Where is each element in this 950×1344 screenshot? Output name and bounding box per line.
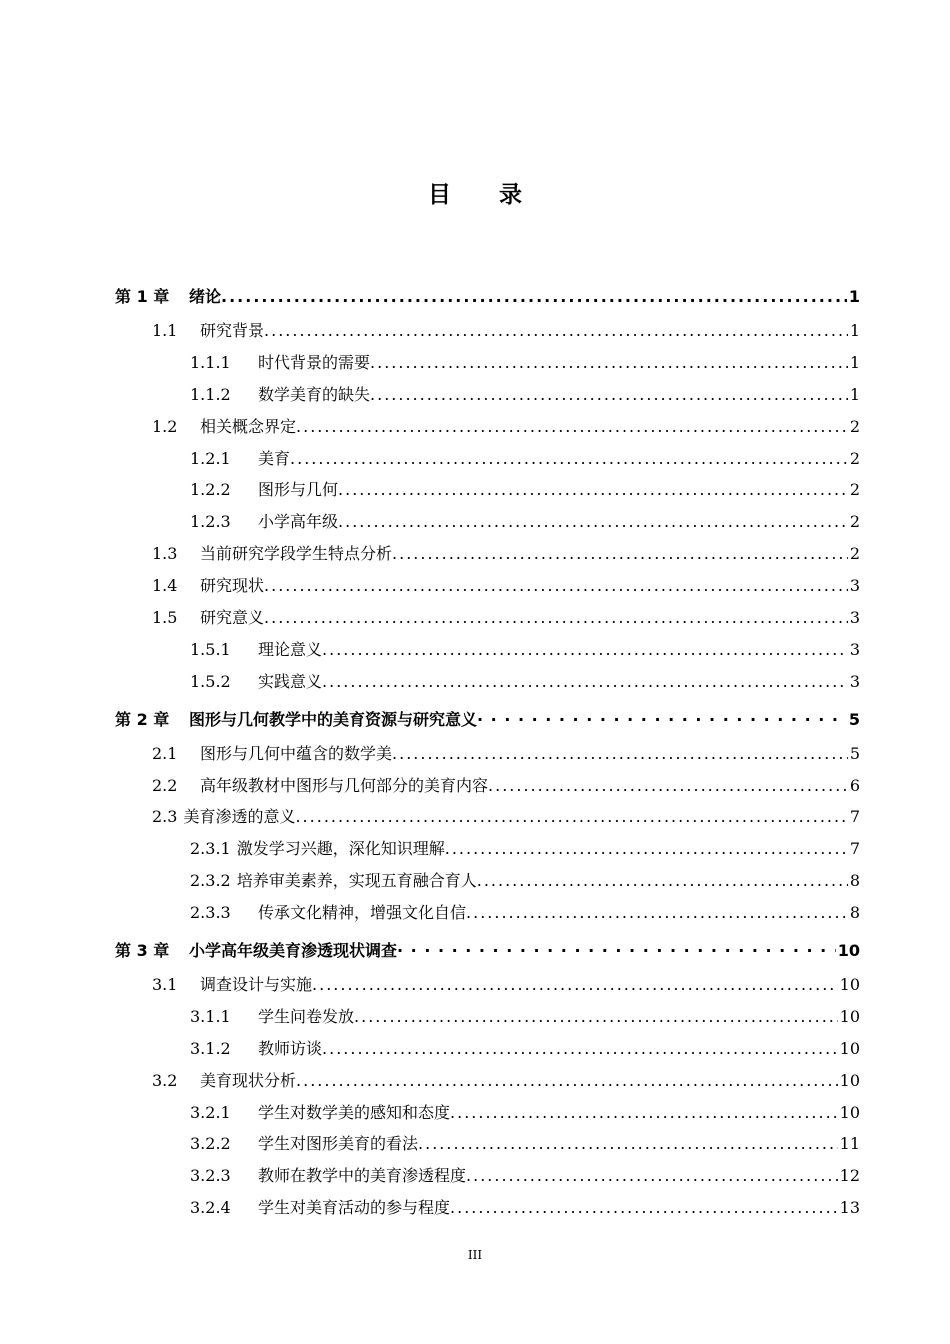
toc-entry-number: 1.2.3 bbox=[190, 512, 231, 532]
dot-leader bbox=[312, 970, 838, 1000]
toc-entry[interactable] bbox=[190, 1098, 860, 1128]
toc-entry-title: 传承文化精神，增强文化自信 bbox=[258, 903, 467, 923]
toc-entry-title: 当前研究学段学生特点分析 bbox=[200, 544, 393, 564]
toc-entry-title: 教师访谈 bbox=[258, 1038, 323, 1058]
dot-leader bbox=[264, 603, 848, 633]
toc-entry[interactable] bbox=[152, 603, 860, 633]
toc-entry-number: 2.1 bbox=[152, 743, 178, 763]
toc-entry-title: 高年级教材中图形与几何部分的美育内容 bbox=[200, 775, 489, 795]
toc-entry[interactable] bbox=[190, 507, 860, 537]
dot-leader bbox=[322, 635, 848, 665]
toc-entry-page: 5 bbox=[849, 743, 860, 763]
toc-entry-title: 小学高年级美育渗透现状调查 bbox=[189, 941, 398, 960]
toc-entry-page: 7 bbox=[849, 839, 860, 859]
toc-entry[interactable] bbox=[190, 667, 860, 697]
toc-entry[interactable] bbox=[152, 571, 860, 601]
page-number: III bbox=[467, 1248, 483, 1262]
toc-entry-number: 2.3.2 bbox=[190, 871, 231, 891]
toc-entry[interactable] bbox=[190, 348, 860, 378]
toc-entry-title: 相关概念界定 bbox=[200, 416, 297, 436]
dot-leader bbox=[418, 1129, 838, 1159]
toc-entry-title: 培养审美素养，实现五育融合育人 bbox=[236, 871, 477, 891]
dot-leader bbox=[450, 1098, 838, 1128]
title-char-right: 录 bbox=[499, 182, 522, 208]
toc-entry-page: 2 bbox=[849, 448, 860, 468]
title-char-left: 目 bbox=[428, 182, 451, 208]
toc-entry-number: 1.1 bbox=[152, 320, 178, 340]
toc-entry-title: 美育 bbox=[258, 448, 291, 468]
dot-leader bbox=[370, 348, 848, 378]
toc-entry-number: 1.5.1 bbox=[190, 639, 231, 659]
toc-entry-page: 3 bbox=[849, 671, 860, 691]
toc-entry-number: 第 2 章 bbox=[115, 709, 170, 729]
dot-leader bbox=[445, 834, 848, 864]
toc-entry-number: 3.1.2 bbox=[190, 1038, 231, 1058]
toc-entry-page: 3 bbox=[849, 639, 860, 659]
toc-entry-page: 10 bbox=[839, 1070, 860, 1090]
toc-entry[interactable] bbox=[152, 739, 860, 769]
toc-entry-number: 2.2 bbox=[152, 775, 178, 795]
toc-entry[interactable] bbox=[152, 539, 860, 569]
dot-leader bbox=[466, 1161, 838, 1191]
toc-entry-title: 数学美育的缺失 bbox=[258, 384, 371, 404]
dot-leader bbox=[338, 475, 848, 505]
dot-leader bbox=[354, 1002, 838, 1032]
toc-chapter-entry[interactable] bbox=[115, 936, 860, 966]
toc-entry-page: 1 bbox=[849, 320, 860, 340]
toc-entry-number: 3.2.4 bbox=[190, 1198, 231, 1218]
dot-leader bbox=[392, 539, 848, 569]
toc-entry-title: 美育渗透的意义 bbox=[183, 807, 296, 827]
toc-entry-number: 1.3 bbox=[152, 544, 178, 564]
toc-chapter-entry[interactable] bbox=[115, 705, 860, 735]
toc-entry-number: 2.3 bbox=[152, 807, 178, 827]
toc-entry-title: 学生对美育活动的参与程度 bbox=[258, 1198, 451, 1218]
toc-entry-title: 学生对图形美育的看法 bbox=[258, 1134, 419, 1154]
toc-entry-page: 1 bbox=[848, 287, 860, 306]
toc-entry-number: 1.4 bbox=[152, 576, 178, 596]
toc-entry-number: 第 3 章 bbox=[115, 941, 170, 960]
toc-entry-number: 1.2.1 bbox=[190, 448, 231, 468]
toc-entry-number: 1.5.2 bbox=[190, 671, 231, 691]
toc-entry-page: 2 bbox=[849, 480, 860, 500]
dot-leader bbox=[450, 1193, 838, 1223]
toc-entry-title: 理论意义 bbox=[258, 639, 323, 659]
toc-entry-number: 2.3.1 bbox=[190, 839, 231, 859]
toc-entry[interactable] bbox=[190, 1161, 860, 1191]
dot-leader bbox=[296, 1066, 838, 1096]
toc-entry-title: 研究背景 bbox=[200, 320, 265, 340]
toc-entry-page: 8 bbox=[849, 903, 860, 923]
toc-entry[interactable] bbox=[190, 475, 860, 505]
toc-entry[interactable] bbox=[190, 1002, 860, 1032]
toc-entry[interactable] bbox=[152, 802, 860, 832]
toc-entry-page: 2 bbox=[849, 544, 860, 564]
toc-entry[interactable] bbox=[190, 866, 860, 896]
toc-entry-title: 图形与几何教学中的美育资源与研究意义 bbox=[189, 709, 478, 729]
toc-entry[interactable] bbox=[190, 834, 860, 864]
toc-entry[interactable] bbox=[190, 1129, 860, 1159]
toc-entry-title: 实践意义 bbox=[258, 671, 323, 691]
toc-entry-number: 1.1.2 bbox=[190, 384, 231, 404]
page-title bbox=[0, 176, 950, 209]
toc-entry-page: 10 bbox=[839, 974, 860, 994]
dot-leader bbox=[295, 802, 847, 832]
toc-entry-title: 图形与几何 bbox=[258, 480, 339, 500]
dot-leader bbox=[221, 282, 847, 312]
toc-entry-title: 激发学习兴趣，深化知识理解 bbox=[236, 839, 445, 859]
dot-leader bbox=[397, 936, 836, 966]
toc-entry-title: 绪论 bbox=[189, 287, 222, 306]
toc-entry-number: 1.5 bbox=[152, 608, 178, 627]
toc-entry-number: 3.2.3 bbox=[190, 1166, 231, 1186]
toc-entry-number: 3.1.1 bbox=[190, 1006, 231, 1026]
dot-leader bbox=[477, 866, 848, 896]
toc-entry-page: 1 bbox=[849, 352, 860, 372]
toc-entry[interactable] bbox=[190, 1193, 860, 1223]
toc-entry[interactable] bbox=[152, 316, 860, 346]
toc-entry-page: 1 bbox=[849, 384, 860, 404]
toc-entry[interactable] bbox=[152, 771, 860, 801]
dot-leader bbox=[370, 380, 848, 410]
toc-entry-title: 调查设计与实施 bbox=[200, 974, 313, 994]
dot-leader bbox=[392, 739, 848, 769]
toc-entry-title: 图形与几何中蕴含的数学美 bbox=[200, 743, 393, 763]
toc-entry[interactable] bbox=[152, 1066, 860, 1096]
toc-entry-page: 8 bbox=[849, 871, 860, 891]
toc-entry-page: 2 bbox=[849, 416, 860, 436]
toc-entry-title: 时代背景的需要 bbox=[258, 352, 371, 372]
toc-entry-title: 小学高年级 bbox=[258, 512, 339, 532]
toc-entry-number: 3.2.1 bbox=[190, 1102, 231, 1122]
toc-entry-title: 研究现状 bbox=[200, 576, 265, 596]
toc-entry-page: 10 bbox=[839, 1006, 860, 1026]
toc-entry-page: 6 bbox=[849, 775, 860, 795]
toc-entry-page: 3 bbox=[849, 608, 860, 627]
dot-leader bbox=[296, 412, 848, 442]
toc-entry[interactable] bbox=[152, 412, 860, 442]
toc-chapter-entry[interactable] bbox=[115, 282, 860, 312]
toc-entry-number: 3.2.2 bbox=[190, 1134, 231, 1154]
toc-entry-title: 教师在教学中的美育渗透程度 bbox=[258, 1166, 467, 1186]
toc-entry-page: 11 bbox=[839, 1134, 860, 1154]
dot-leader bbox=[322, 667, 848, 697]
toc-entry-number: 1.2 bbox=[152, 416, 178, 436]
toc-entry-number: 第 1 章 bbox=[115, 287, 170, 306]
toc-entry-number: 3.1 bbox=[152, 974, 178, 994]
toc-entry-number: 1.2.2 bbox=[190, 480, 231, 500]
toc-entry-title: 研究意义 bbox=[200, 608, 265, 627]
dot-leader bbox=[477, 705, 847, 735]
toc-entry-page: 2 bbox=[849, 512, 860, 532]
dot-leader bbox=[264, 316, 848, 346]
toc-entry[interactable] bbox=[190, 1034, 860, 1064]
toc-entry-number: 1.1.1 bbox=[190, 352, 231, 372]
toc-entry-number: 2.3.3 bbox=[190, 903, 231, 923]
toc-entry[interactable] bbox=[190, 898, 860, 928]
dot-leader bbox=[322, 1034, 838, 1064]
toc-entry-page: 13 bbox=[839, 1198, 860, 1218]
dot-leader bbox=[466, 898, 848, 928]
toc-entry[interactable] bbox=[152, 970, 860, 1000]
toc-entry-title: 学生问卷发放 bbox=[258, 1006, 355, 1026]
toc-entry-page: 5 bbox=[848, 709, 860, 729]
toc-entry[interactable] bbox=[190, 444, 860, 474]
toc-entry-page: 12 bbox=[839, 1166, 860, 1186]
toc-entry-page: 10 bbox=[839, 1102, 860, 1122]
toc-entry-page: 3 bbox=[849, 576, 860, 596]
toc-entry-number: 3.2 bbox=[152, 1070, 178, 1090]
toc-entry[interactable] bbox=[190, 380, 860, 410]
toc-entry-page: 10 bbox=[839, 1038, 860, 1058]
dot-leader bbox=[264, 571, 848, 601]
toc-entry-page: 10 bbox=[837, 941, 860, 960]
toc-entry-title: 美育现状分析 bbox=[200, 1070, 297, 1090]
toc-entry-page: 7 bbox=[849, 807, 860, 827]
toc-entry[interactable] bbox=[190, 635, 860, 665]
dot-leader bbox=[338, 507, 848, 537]
dot-leader bbox=[290, 444, 848, 474]
toc-entry-title: 学生对数学美的感知和态度 bbox=[258, 1102, 451, 1122]
dot-leader bbox=[488, 771, 848, 801]
